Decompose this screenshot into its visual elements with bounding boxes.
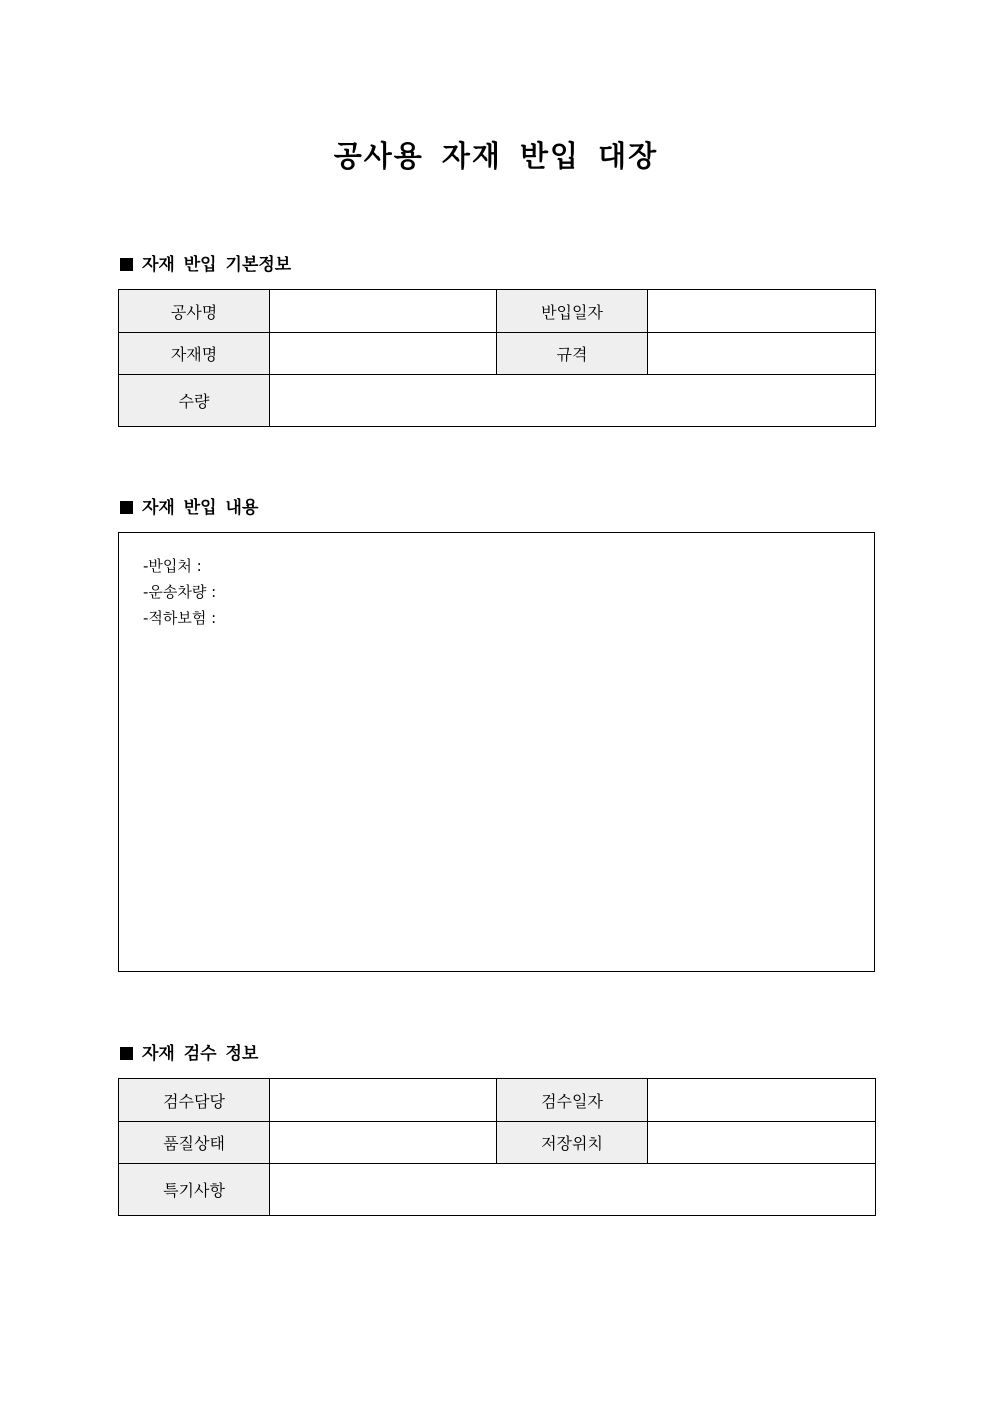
table-row bbox=[119, 333, 876, 375]
material-name-field[interactable] bbox=[270, 333, 497, 375]
cargo-insurance-line: -적하보험 : bbox=[143, 609, 217, 627]
table-row bbox=[119, 1079, 876, 1122]
table-row bbox=[119, 375, 876, 427]
storage-location-field[interactable] bbox=[648, 1122, 876, 1164]
specification-label: 규격 bbox=[497, 333, 648, 375]
inspector-label: 검수담당 bbox=[119, 1079, 270, 1122]
quality-status-field[interactable] bbox=[270, 1122, 497, 1164]
inspector-field[interactable] bbox=[270, 1079, 497, 1122]
square-bullet-icon bbox=[120, 501, 133, 514]
transport-vehicle-line: -운송차량 : bbox=[143, 583, 217, 601]
quantity-label: 수량 bbox=[119, 375, 270, 427]
basic-info-heading bbox=[120, 253, 291, 277]
table-row bbox=[119, 1164, 876, 1216]
square-bullet-icon bbox=[120, 1047, 133, 1060]
document-title: 공사용 자재 반입 대장 bbox=[333, 139, 659, 173]
delivery-content-heading bbox=[120, 496, 258, 520]
basic-info-heading-text: 자재 반입 기본정보 bbox=[142, 255, 292, 275]
storage-location-label: 저장위치 bbox=[497, 1122, 648, 1164]
quantity-field[interactable] bbox=[270, 375, 876, 427]
delivery-source-line: -반입처 : bbox=[143, 557, 202, 575]
delivery-content-box[interactable] bbox=[118, 532, 875, 972]
delivery-date-label: 반입일자 bbox=[497, 290, 648, 333]
remarks-label: 특기사항 bbox=[119, 1164, 270, 1216]
project-name-field[interactable] bbox=[270, 290, 497, 333]
square-bullet-icon bbox=[120, 258, 133, 271]
basic-info-table bbox=[118, 289, 876, 427]
remarks-field[interactable] bbox=[270, 1164, 876, 1216]
inspection-date-field[interactable] bbox=[648, 1079, 876, 1122]
delivery-date-field[interactable] bbox=[648, 290, 876, 333]
inspection-info-heading bbox=[120, 1042, 258, 1066]
delivery-content-heading-text: 자재 반입 내용 bbox=[142, 498, 259, 518]
table-row bbox=[119, 290, 876, 333]
inspection-date-label: 검수일자 bbox=[497, 1079, 648, 1122]
delivery-content-list bbox=[143, 553, 874, 631]
inspection-info-heading-text: 자재 검수 정보 bbox=[142, 1044, 259, 1064]
specification-field[interactable] bbox=[648, 333, 876, 375]
quality-status-label: 품질상태 bbox=[119, 1122, 270, 1164]
project-name-label: 공사명 bbox=[119, 290, 270, 333]
inspection-info-table bbox=[118, 1078, 876, 1216]
table-row bbox=[119, 1122, 876, 1164]
material-name-label: 자재명 bbox=[119, 333, 270, 375]
